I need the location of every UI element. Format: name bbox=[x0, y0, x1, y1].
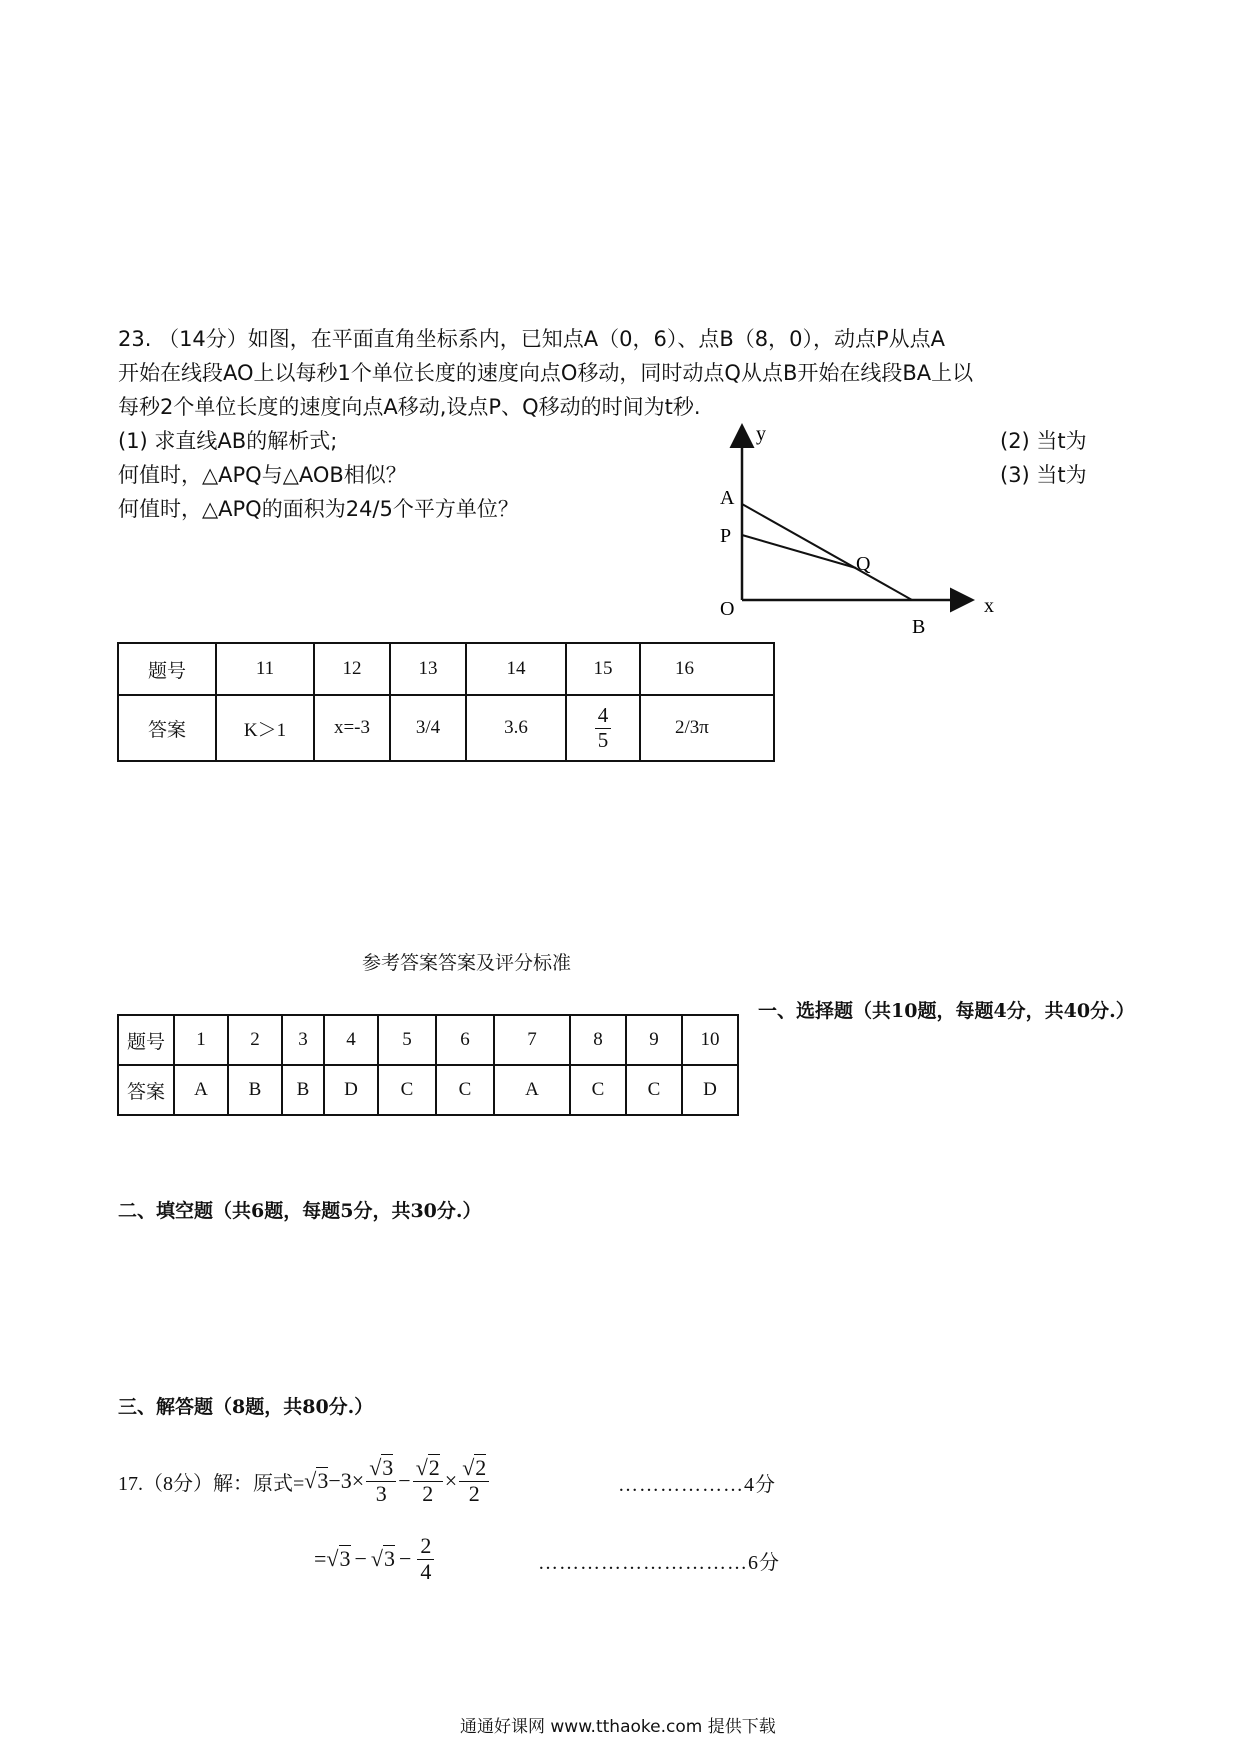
label-x: x bbox=[984, 595, 994, 617]
answer-cell: C bbox=[436, 1065, 494, 1115]
segment-ab bbox=[742, 504, 912, 600]
fraction-numerator: √2 bbox=[459, 1456, 489, 1481]
answer-cell: C bbox=[570, 1065, 626, 1115]
solution-17-line1 bbox=[118, 1446, 491, 1516]
section1-heading: 一、选择题（共10题，每题4分，共40分.） bbox=[758, 1000, 1135, 1022]
header-label-cell: 题号 bbox=[118, 1015, 174, 1065]
number-cell: 2 bbox=[228, 1015, 282, 1065]
reference-title: 参考答案答案及评分标准 bbox=[362, 952, 572, 974]
label-b: B bbox=[912, 616, 926, 638]
q23-part1: (1) 求直线AB的解析式; bbox=[118, 429, 338, 453]
section3-heading: 三、解答题（8题，共80分.） bbox=[118, 1396, 374, 1418]
score-label: 6分 bbox=[748, 1552, 780, 1574]
section2-heading: 二、填空题（共6题，每题5分，共30分.） bbox=[118, 1200, 482, 1222]
label-y: y bbox=[756, 423, 766, 445]
label-o: O bbox=[720, 598, 735, 620]
table-row bbox=[118, 643, 774, 695]
number-cell: 3 bbox=[282, 1015, 324, 1065]
radicand: 2 bbox=[428, 1455, 440, 1481]
number-cell: 9 bbox=[626, 1015, 682, 1065]
number-cell: 12 bbox=[314, 643, 390, 695]
minus-sign: − bbox=[354, 1546, 367, 1571]
answer-cell-fraction bbox=[566, 695, 640, 761]
number-cell: 11 bbox=[216, 643, 314, 695]
fraction-numerator: √3 bbox=[366, 1456, 396, 1481]
fraction-denominator: 3 bbox=[375, 1480, 387, 1506]
number-cell: 6 bbox=[436, 1015, 494, 1065]
page-footer: 通通好课网 www.tthaoke.com 提供下载 bbox=[460, 1717, 776, 1737]
sqrt-3: √3 bbox=[370, 1546, 395, 1571]
leader-dots: ……………… bbox=[618, 1474, 744, 1496]
answer-cell: D bbox=[324, 1065, 378, 1115]
equals-sign: = bbox=[314, 1546, 327, 1571]
label-q: Q bbox=[856, 553, 871, 575]
number-cell: 5 bbox=[378, 1015, 436, 1065]
answer-cell: A bbox=[494, 1065, 570, 1115]
sqrt-3: √3 bbox=[304, 1468, 329, 1493]
answer-cell: D bbox=[682, 1065, 738, 1115]
fraction-sqrt2-over-2 bbox=[413, 1456, 443, 1505]
answer-label-cell: 答案 bbox=[118, 695, 216, 761]
fraction-sqrt2-over-2 bbox=[459, 1456, 489, 1505]
number-cell: 16 bbox=[640, 643, 774, 695]
number-cell: 14 bbox=[466, 643, 566, 695]
number-cell: 1 bbox=[174, 1015, 228, 1065]
radicand: 3 bbox=[382, 1455, 394, 1481]
segment-pq bbox=[742, 535, 856, 568]
answer-cell: 3/4 bbox=[390, 695, 466, 761]
minus-sign: − bbox=[399, 1546, 412, 1571]
times-sign: × bbox=[444, 1468, 458, 1493]
answer-cell: 3.6 bbox=[466, 695, 566, 761]
coordinate-figure bbox=[700, 418, 1020, 638]
answer-cell: x=-3 bbox=[314, 695, 390, 761]
answer-cell: K＞1 bbox=[216, 695, 314, 761]
table-row bbox=[118, 1065, 738, 1115]
solution-17-label: 17.（8分）解：原式= bbox=[118, 1472, 305, 1495]
q23-line2: 开始在线段AO上以每秒1个单位长度的速度向点O移动，同时动点Q从点B开始在线段BA上以 bbox=[118, 361, 974, 385]
choice-answer-table bbox=[117, 1014, 739, 1116]
table-row bbox=[118, 695, 774, 761]
number-cell: 13 bbox=[390, 643, 466, 695]
q23-part3-prefix: (3) 当t为 bbox=[1000, 463, 1087, 487]
radicand: 2 bbox=[475, 1455, 487, 1481]
fraction-numerator: 2 bbox=[417, 1534, 434, 1559]
fraction-denominator: 2 bbox=[422, 1480, 434, 1506]
sqrt-3: √3 bbox=[326, 1546, 351, 1571]
answer-cell: A bbox=[174, 1065, 228, 1115]
answer-cell: C bbox=[626, 1065, 682, 1115]
leader-dots: ………………………… bbox=[538, 1552, 748, 1574]
q23-part2-rest: 何值时，△APQ与△AOB相似？ bbox=[118, 463, 407, 487]
minus-3-times: −3× bbox=[328, 1468, 365, 1493]
number-cell: 7 bbox=[494, 1015, 570, 1065]
fraction-numerator: √2 bbox=[413, 1456, 443, 1481]
q23-line3: 每秒2个单位长度的速度向点A移动,设点P、Q移动的时间为t秒. bbox=[118, 395, 701, 419]
number-cell: 10 bbox=[682, 1015, 738, 1065]
score-dots bbox=[538, 1546, 780, 1575]
fill-answer-table bbox=[117, 642, 775, 762]
fraction-denominator: 4 bbox=[420, 1558, 432, 1584]
score-label: 4分 bbox=[744, 1474, 776, 1496]
number-cell: 4 bbox=[324, 1015, 378, 1065]
fraction-denominator: 5 bbox=[597, 727, 609, 752]
table-row bbox=[118, 1015, 738, 1065]
q23-line1: 23. （14分）如图，在平面直角坐标系内，已知点A（0，6）、点B（8，0），动点P从点A bbox=[118, 327, 946, 351]
fraction-sqrt3-over-3 bbox=[366, 1456, 396, 1505]
fraction-numerator: 4 bbox=[595, 704, 612, 728]
radicand: 3 bbox=[384, 1546, 395, 1571]
answer-cell: 2/3π bbox=[640, 695, 774, 761]
label-p: P bbox=[720, 525, 732, 547]
header-label-cell: 题号 bbox=[118, 643, 216, 695]
minus-sign: − bbox=[398, 1468, 411, 1493]
q23-part2-prefix: (2) 当t为 bbox=[1000, 429, 1087, 453]
radicand: 3 bbox=[339, 1546, 351, 1571]
fraction-denominator: 2 bbox=[468, 1480, 480, 1506]
answer-cell: C bbox=[378, 1065, 436, 1115]
solution-17-line2 bbox=[314, 1524, 436, 1594]
label-a: A bbox=[720, 487, 735, 509]
number-cell: 15 bbox=[566, 643, 640, 695]
fraction-4-5 bbox=[595, 704, 612, 751]
score-dots bbox=[618, 1468, 776, 1497]
radicand: 3 bbox=[317, 1468, 329, 1493]
answer-label-cell: 答案 bbox=[118, 1065, 174, 1115]
number-cell: 8 bbox=[570, 1015, 626, 1065]
answer-cell: B bbox=[282, 1065, 324, 1115]
q23-part3-rest: 何值时，△APQ的面积为24/5个平方单位？ bbox=[118, 497, 519, 521]
fraction-2-over-4 bbox=[417, 1534, 434, 1583]
answer-cell: B bbox=[228, 1065, 282, 1115]
